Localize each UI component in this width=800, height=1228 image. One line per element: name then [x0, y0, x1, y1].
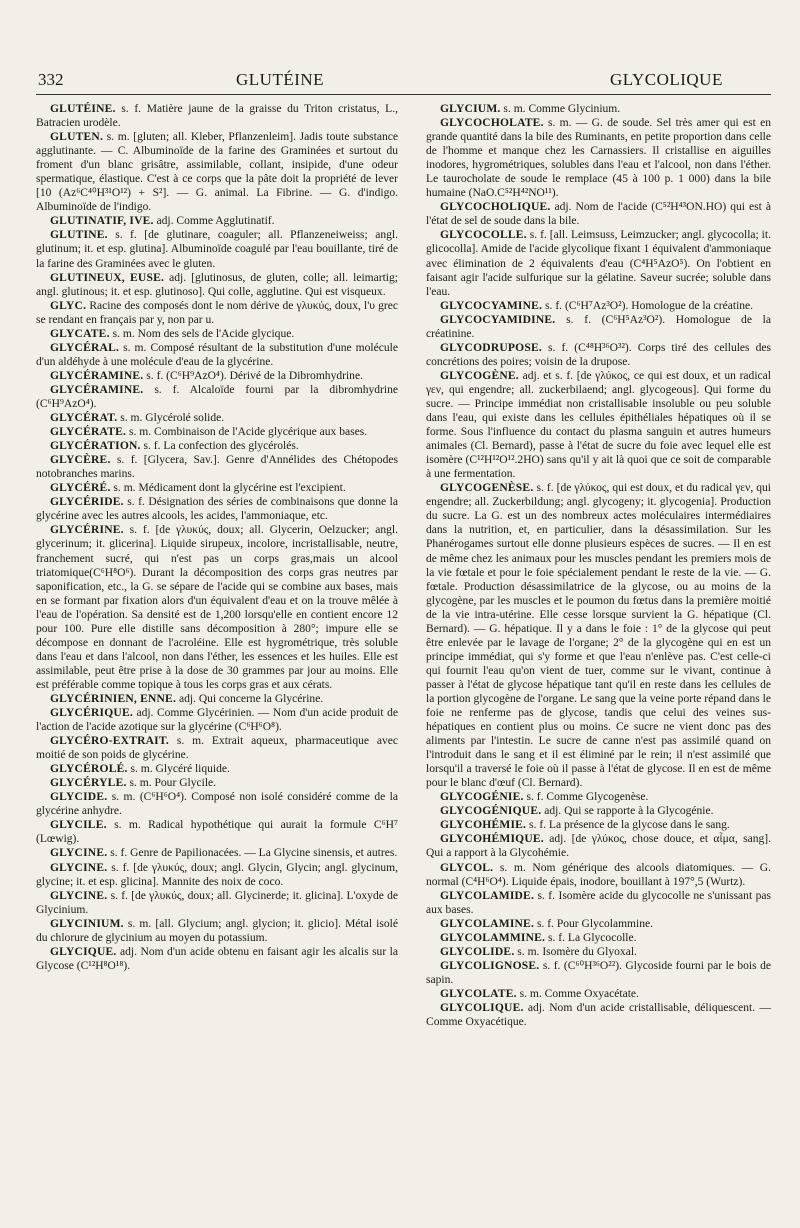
dictionary-entry [426, 228, 771, 298]
entry-headword: GLYCOLIGNOSE. [440, 959, 540, 972]
entry-definition: adj. Nom de l'acide (C⁵²H⁴³ON.HO) qui est à l'état de sel de soude dans la bile. [426, 201, 771, 228]
dictionary-entry [36, 861, 398, 889]
dictionary-entry [36, 495, 398, 523]
entry-headword: GLUTINATIF, IVE. [50, 215, 154, 228]
entry-definition: s. m. Extrait aqueux, pharmaceutique avec moitié de son poids de glycérine. [36, 735, 399, 762]
entry-definition: s. m. Glycéré liquide. [130, 763, 230, 776]
entry-definition: s. f. Pour Glycolammine. [536, 917, 654, 930]
entry-headword: GLYCINE. [50, 861, 108, 874]
dictionary-entry [426, 341, 771, 369]
dictionary-entry [36, 917, 398, 945]
dictionary-entry [36, 818, 398, 846]
dictionary-entry [36, 327, 398, 341]
entry-headword: GLYCOLIDE. [440, 945, 515, 958]
entry-headword: GLUTEN. [50, 131, 104, 144]
dictionary-entry [36, 790, 398, 818]
entry-definition: s. f. [Glycera, Sav.]. Genre d'Annélides des Chétopodes notobranches marins. [36, 454, 398, 481]
entry-headword: GLYCÉRAT. [50, 412, 118, 425]
entry-headword: GLYCÉRYLE. [50, 777, 127, 790]
dictionary-entry [426, 481, 771, 790]
entry-definition: s. f. La présence de la glycose dans le sang. [529, 819, 730, 832]
dictionary-entry [426, 1001, 771, 1029]
entry-definition: adj. Qui se rapporte à la Glycogénie. [544, 805, 714, 818]
entry-definition: adj. Comme Agglutinatif. [156, 215, 275, 228]
entry-definition: adj. Comme Glycérinien. — Nom d'un acide produit de l'action de l'acide azotique sur la glycérine (C⁶H⁶O⁸). [36, 707, 398, 734]
entry-headword: GLYCÉRIDE. [50, 496, 124, 509]
entry-definition: s. m. — G. de soude. Sel très amer qui est en grande quantité dans la bile des Ruminants, en petite proportion dans celle de l'homme et manque chez les Carnassiers. Il cristallise en aiguilles inodores, hygrométriques, solubles dans l'eau et l'alcool, non dans l'éther. Le taurocholate de soude le remplace (45 à 100 p. 1 000) dans la bile humaine (NaO.C⁵²H⁴²NO¹¹). [426, 117, 772, 200]
entry-definition: s. f. (C⁶H⁷Az³O²). Homologue de la créatine. [545, 299, 754, 312]
entry-definition: s. f. [de γλυκύς, doux; all. Glycinerde; it. glicina]. L'oxyde de Glycinium. [36, 889, 398, 916]
entry-definition: s. m. [gluten; all. Kleber, Pflanzenleim]. Jadis toute substance agglutinante. — C. Albuminoïde de la farine des Graminées et surtout du froment d'un blanc grisâtre, assimilable, collant, insipide, d'une odeur spermatique, élastique. C'est à ce corps que la pâte doit la propriété de lever [10 (Az⁶C⁴⁰H³¹O¹²) + S²]. — G. animal. La Fibrine. — G. d'indigo. Albuminoïde de l'indigo. [36, 131, 399, 214]
dictionary-entry [36, 383, 398, 411]
dictionary-entry [426, 861, 771, 889]
dictionary-entry [426, 116, 771, 200]
dictionary-entry [426, 313, 771, 341]
entry-headword: GLYCOCHOLIQUE. [440, 201, 551, 214]
entry-headword: GLYCIDE. [50, 791, 108, 804]
dictionary-entry [426, 818, 771, 832]
dictionary-entry [36, 734, 398, 762]
entry-definition: s. f. (C⁶⁰H³⁶O²²). Glycoside fourni par le bois de sapin. [426, 959, 771, 986]
entry-definition: s. m. Médicament dont la glycérine est l'excipient. [113, 482, 346, 495]
entry-definition: s. m. Combinaison de l'Acide glycérique aux bases. [129, 426, 368, 439]
dictionary-entry [36, 341, 398, 369]
entry-definition: s. f. La Glycocolle. [548, 931, 637, 944]
entry-definition: s. m. Comme Glycinium. [503, 103, 621, 115]
entry-definition: s. f. [de γλυκύς, doux; all. Glycerin, Oelzucker; angl. glycerinum; it. glicerina]. Liquide sirupeux, incolore, incristallisable, neutre, franchement sucré, qui n'est pas un corps gras,mais un alcool triatomique(C⁶H⁸O⁶). Durant la décomposition des corps gras neutres par saponification, etc., la G. se sépare de l'acide qui se combine aux bases, mais en se formant par fixation alors d'un équivalent d'eau et on la trouve mêlée à l'eau de l'opération. Sa densité est de 1,200 lorsqu'elle en contient encore 12 pour 100. Pure elle distille sans décomposition à 280°; impure elle se décompose en donnant de l'acroléine. Elle est hygrométrique, très soluble dans l'eau et dans l'alcool, non dans l'éther, les essences et les huiles. Elle est assimilable, peut être prise à la dose de 30 grammes par jour au moins. Elle est préférable comme topique à tous les corps gras et aux cérats. [36, 524, 398, 691]
dictionary-entry [36, 776, 398, 790]
entry-definition: s. f. [de glutinare, coaguler; all. Pflanzeneiweiss; angl. glutinum; it. et esp. glutina]. Albuminoïde coagulé par l'eau bouillante, tiré de la farine des Graminées avec le gluten. [36, 229, 398, 270]
entry-headword: GLYCOGÈNE. [440, 369, 519, 382]
entry-headword: GLUTÉINE. [50, 103, 116, 115]
entry-definition: adj. Qui concerne la Glycérine. [178, 692, 324, 705]
entry-definition: s. m. Comme Oxyacétate. [519, 987, 639, 1000]
entry-definition: s. m. [all. Glycium; angl. glycion; it. glicio]. Métal isolé du chlorure de glycinium au moyen du potassium. [36, 917, 398, 944]
dictionary-entry [426, 889, 771, 917]
dictionary-entry [426, 102, 771, 116]
right-column [426, 102, 771, 1029]
dictionary-entry [36, 369, 398, 383]
entry-headword: GLYCATE. [50, 327, 110, 340]
entry-definition: s. m. Radical hypothétique qui aurait la formule C⁶H⁷ (Lœwig). [36, 819, 398, 846]
entry-headword: GLYCOCHOLATE. [440, 117, 544, 130]
dictionary-entry [36, 411, 398, 425]
dictionary-entry [426, 804, 771, 818]
dictionary-entry [36, 271, 398, 299]
page-number: 332 [38, 70, 64, 89]
entry-definition: s. f. [all. Leimsuss, Leimzucker; angl. glycocolla; it. glicocolla]. Amide de l'acide glycolique fixant 1 équivalent d'ammoniaque avec élimination de 2 équivalents d'eau (C⁴H⁵AzO⁵). On l'obtient en faisant agir l'acide sulfurique sur la gélatine. Saveur sucrée; soluble dans l'eau. [426, 229, 771, 298]
dictionary-entry [426, 917, 771, 931]
entry-headword: GLYCINE. [50, 847, 108, 860]
running-header [36, 70, 766, 96]
dictionary-entry [36, 439, 398, 453]
entry-definition: s. f. (C⁴⁸H³⁶O³²). Corps tiré des cellules des concrétions des poires; voisin de la drupose. [426, 341, 771, 368]
entry-headword: GLYCIUM. [440, 103, 501, 115]
dictionary-entry [426, 931, 771, 945]
entry-definition: s. m. Isomère du Glyoxal. [517, 945, 637, 958]
entry-headword: GLYCINE. [50, 889, 108, 902]
dictionary-entry [426, 369, 771, 481]
entry-headword: GLYCÉRATE. [50, 426, 127, 439]
dictionary-entry [36, 692, 398, 706]
entry-headword: GLYCOGÉNIQUE. [440, 805, 542, 818]
entry-definition: adj. Nom d'un acide obtenu en faisant agir les alcalis sur la Glycose (C¹²H⁸O¹⁸). [36, 945, 398, 972]
dictionary-entry [36, 889, 398, 917]
entry-headword: GLYCOLIQUE. [440, 1002, 524, 1014]
entry-headword: GLYCÉRINE. [50, 524, 124, 537]
entry-definition: s. f. Genre de Papilionacées. — La Glycine sinensis, et autres. [110, 847, 398, 860]
entry-headword: GLYCOLAMINE. [440, 917, 535, 930]
entry-definition: s. f. (C⁶H⁵Az³O²). Homologue de la créatinine. [426, 313, 771, 340]
entry-headword: GLYCÉRINIEN, ENNE. [50, 692, 177, 705]
entry-headword: GLYCOCYAMIDINE. [440, 313, 556, 326]
entry-headword: GLYCÉRIQUE. [50, 707, 133, 720]
dictionary-entry [426, 299, 771, 313]
entry-definition: s. f. Alcaloïde fourni par la dibromhydrine (C⁶H⁹AzO⁴). [36, 383, 398, 410]
entry-headword: GLYCÉRAMINE. [50, 383, 144, 396]
entry-definition: adj. et s. f. [de γλύκος, ce qui est doux, et un radical γεν, qui engendre; all. zuckerbilaend; angl. glycogeous]. Qui forme du sucre. — Principe immédiat non cristallisable insoluble ou peu soluble dans l'eau, qui existe dans les cellules épithéliales hépatiques où il se forme. Sous l'influence du contact du plasma sanguin et autres humeurs animales (Cl. Bernard), passe à l'état de sucre du foie avec lequel elle est isomère (C¹²H¹²O¹².2HO) sans qu'il y ait là quoi que ce soit de comparable à une fermentation. [426, 369, 772, 481]
entry-headword: GLYCOCYAMINE. [440, 299, 543, 312]
entry-headword: GLYCOHÉMIE. [440, 819, 527, 832]
entry-definition: adj. [glutinosus, de gluten, colle; all. leimartig; angl. glutinous; it. et esp. glutinoso]. Qui colle, agglutine. Qui est visqueux. [36, 271, 398, 298]
entry-definition: adj. Nom d'un acide cristallisable, déliquescent. — Comme Oxyacétique. [426, 1002, 771, 1029]
entry-headword: GLYCÉRO-EXTRAIT. [50, 735, 170, 748]
dictionary-entry [36, 481, 398, 495]
entry-definition: s. f. (C⁶H⁹AzO⁴). Dérivé de la Dibromhydrine. [146, 369, 363, 382]
entry-definition: s. m. Glycérolé solide. [120, 412, 225, 425]
entry-definition: s. f. Matière jaune de la graisse du Triton cristatus, L., Batracien urodèle. [36, 103, 398, 130]
entry-definition: s. m. Pour Glycile. [129, 777, 217, 790]
entry-headword: GLYCILE. [50, 819, 107, 832]
entry-definition: s. f. [de γλυκύς, doux; angl. Glycin, Glycin; angl. glycinum, glycine; it. et esp. glicina]. Mannite des noix de coco. [36, 861, 399, 888]
entry-headword: GLYCÉRATION. [50, 440, 141, 453]
entry-headword: GLUTINEUX, EUSE. [50, 271, 165, 284]
entry-headword: GLYCOLAMIDE. [440, 889, 535, 902]
dictionary-entry [36, 299, 398, 327]
entry-definition: s. m. (C⁶H⁶O⁴). Composé non isolé considéré comme de la glycérine anhydre. [36, 791, 398, 818]
left-running-head: GLUTÉINE [236, 70, 325, 89]
dictionary-entry [36, 523, 398, 692]
entry-headword: GLYCÉROLÉ. [50, 763, 128, 776]
entry-definition: s. f. Isomère acide du glycocolle ne s'unissant pas aux bases. [426, 889, 771, 916]
entry-headword: GLYCINIUM. [50, 917, 124, 930]
dictionary-entry [426, 200, 771, 228]
entry-headword: GLYCODRUPOSE. [440, 341, 542, 354]
entry-headword: GLYCIQUE. [50, 945, 117, 958]
dictionary-entry [36, 453, 398, 481]
entry-definition: s. f. La confection des glycérolés. [143, 440, 299, 453]
entry-headword: GLYCOHÉMIQUE. [440, 833, 544, 846]
dictionary-entry [36, 706, 398, 734]
dictionary-entry [36, 102, 398, 130]
dictionary-entry [426, 832, 771, 860]
dictionary-entry [426, 987, 771, 1001]
entry-definition: s. f. Désignation des séries de combinaisons que donne la glycérine avec les autres alcools, les acides, l'ammoniaque, etc. [36, 496, 399, 523]
entry-definition: Racine des composés dont le nom dérive de γλυκύς, doux, l'υ grec se rendant en français par y, non par u. [36, 299, 398, 326]
entry-headword: GLYCOL. [440, 861, 494, 874]
entry-headword: GLYC. [50, 299, 87, 312]
dictionary-entry [36, 762, 398, 776]
entry-headword: GLUTINE. [50, 229, 108, 242]
right-running-head: GLYCOLIQUE [610, 70, 723, 89]
dictionary-entry [36, 945, 398, 973]
dictionary-entry [426, 945, 771, 959]
entry-headword: GLYCOLATE. [440, 987, 517, 1000]
entry-headword: GLYCOGÉNIE. [440, 791, 524, 804]
entry-definition: s. m. Nom générique des alcools diatomiques. — G. normal (C⁴H⁶O⁴). Liquide épais, inodore, bouillant à 197°,5 (Wurtz). [426, 861, 771, 888]
dictionary-entry [426, 959, 771, 987]
entry-definition: adj. [de γλύκος, chose douce, et αἷμα, sang]. Qui a rapport à la Glycohémie. [426, 833, 771, 860]
entry-headword: GLYCÈRE. [50, 454, 111, 467]
dictionary-entry [36, 425, 398, 439]
dictionary-entry [36, 214, 398, 228]
entry-definition: s. f. Comme Glycogenèse. [526, 791, 649, 804]
left-column [36, 102, 398, 973]
dictionary-entry [36, 130, 398, 214]
dictionary-entry [426, 790, 771, 804]
header-rule [36, 94, 771, 95]
entry-headword: GLYCOCOLLE. [440, 229, 527, 242]
entry-definition: s. f. [de γλύκος, qui est doux, et du radical γεν, qui engendre; all. Zuckerbildung; angl. glycogeny; it. glycogenia]. Production du sucre. La G. est un des nombreux actes moléculaires intermédiaires dans la nutrition, et, en particulier, dans la désassimilation. Sur les Phanérogames surtout elle donne plusieurs espèces de sucres. — Il en est de même chez les animaux pour les muscles pendant les premiers mois de la vie fœtale et pour le foie spécialement pendant le reste de la vie. — G. fœtale. Production désassimilatrice de la glycose, ou au moins de la glycogène, par les muscles et le poumon du fœtus dans la première moitié de la vie intra-utérine. Elle cesse lorsque survient la G. hépatique (Cl. Bernard). — G. hépatique. Il y a dans le foie : 1° de la glycose qui peut être enlevée par le lavage de l'organe; 2° de la glycogène qui en est un principe immédiat, qui s'y forme et que l'eau n'enlève pas. C'est celle-ci qui fournit l'eau qu'on vient de tuer, comme sur le vivant, continue à passer à l'état de glycose hépatique tant qu'il en reste dans les cellules de la portion glycogène de l'organe. Le sang que la veine porte répand dans le foie ne renferme pas de glycose, tandis que celui des veines sus-hépatiques en contient plus ou moins. Ce sucre ne vient donc pas des aliments par l'intestin. Le sucre de canne n'est pas assimilé quand on l'introduit dans le sang et il est éliminé par le rein; il n'est assimilé que lorsqu'il a traversé le foie où il passe à l'état de glycose. Il en est de même pour le blanc d'œuf (Cl. Bernard). [426, 482, 771, 790]
entry-headword: GLYCOGENÈSE. [440, 482, 534, 495]
dictionary-entry [36, 228, 398, 270]
dictionary-entry [36, 846, 398, 860]
entry-definition: s. m. Composé résultant de la substitution d'une molécule d'un aldéhyde à une molécule d'eau de la glycérine. [36, 341, 399, 368]
entry-headword: GLYCÉRÉ. [50, 482, 111, 495]
entry-definition: s. m. Nom des sels de l'Acide glycique. [112, 327, 295, 340]
entry-headword: GLYCÉRAL. [50, 341, 120, 354]
entry-headword: GLYCOLAMMINE. [440, 931, 546, 944]
entry-headword: GLYCÉRAMINE. [50, 369, 144, 382]
